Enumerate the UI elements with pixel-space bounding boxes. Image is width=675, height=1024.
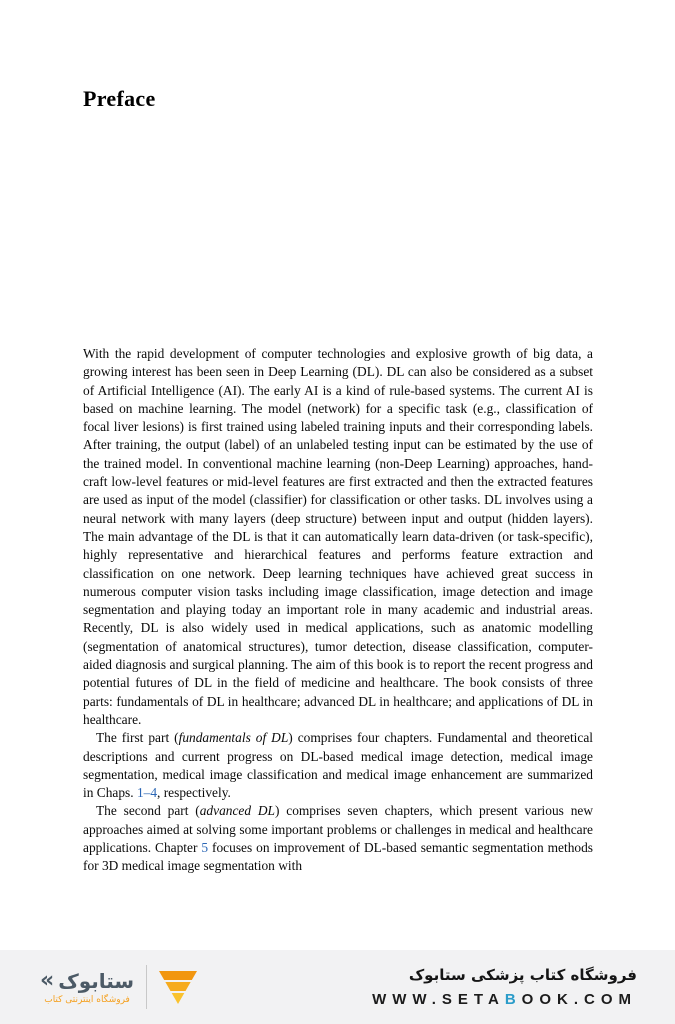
website-url (372, 991, 637, 1008)
logo-subtitle: فروشگاه اینترنتی کتاب (44, 995, 130, 1006)
page-title: Preface (83, 86, 156, 111)
chapter-5-link[interactable]: 5 (201, 840, 209, 856)
paragraph-3-text-post: focuses on improvement of DL-based semantic segmentation methods for 3D medical image segmentation with (83, 840, 593, 874)
logo-chevron-icon: « (40, 967, 55, 993)
fundamentals-of-dl-italic: fundamentals of DL (178, 730, 289, 746)
triangle-logo-icon (159, 971, 197, 1004)
paragraph-2-text-pre: The first part ( (96, 730, 179, 746)
footer-divider (146, 965, 147, 1009)
website-url-highlight: B (504, 991, 522, 1008)
paragraph-1 (83, 345, 593, 729)
preface-body (83, 345, 593, 876)
setabook-logo (40, 965, 197, 1009)
website-url-pre: WWW.SETA (372, 991, 505, 1008)
paragraph-3-text-mid: ) comprises seven chapters, which present various new approaches aimed at solving some important problems or challenges in medical and healthcare applications. Chapter (83, 803, 594, 856)
paragraph-3 (83, 802, 593, 875)
website-url-post: OOK.COM (521, 991, 637, 1008)
logo-text-block (40, 969, 134, 1005)
logo-title: ستابوک (58, 969, 135, 993)
advanced-dl-italic: advanced DL (199, 803, 275, 819)
paragraph-1-text: With the rapid development of computer technologies and explosive growth of big data, a growing interest has been seen in Deep Learning (DL). DL can also be considered as a subset of Artificial Intelligence (AI). The early AI is a kind of rule-based systems. The current AI is based on machine learning. The model (network) for a specific task (e.g., classification of focal liver lesions) is first trained using labeled training inputs and their corresponding labels. After training, the output (label) of an unlabeled testing input can be estimated by the use of the trained model. In conventional machine learning (non-Deep Learning) approaches, hand-craft low-level features or mid-level features are first extracted and then the extracted features are used as input of the model (classifier) for classification or other tasks. DL involves using a neural network with many layers (deep structure) between input and output (hidden layers). The main advantage of the DL is that it can automatically learn data-driven (or task-specific), highly representative and hierarchical features and performs feature extraction and classification on one network. Deep learning techniques have achieved great success in numerous computer vision tasks including image classification, image detection and image segmentation and playing today an important role in many academic and industrial areas. Recently, DL is also widely used in medical applications, such as anatomic modelling (segmentation of anatomical structures), tumor detection, disease classification, computer-aided diagnosis and surgical planning. The aim of this book is to report the recent progress and potential futures of DL in the field of medicine and healthcare. The book consists of three parts: fundamentals of DL in healthcare; advanced DL in healthcare; and applications of DL in healthcare. (83, 346, 593, 727)
paragraph-2 (83, 729, 593, 802)
store-name: فروشگاه کتاب پزشکی ستابوک (408, 966, 637, 984)
paragraph-3-text-pre: The second part ( (96, 803, 200, 819)
footer-banner (0, 950, 675, 1024)
footer-store-info (372, 966, 637, 1008)
paragraph-2-text-mid: ) comprises four chapters. Fundamental and theoretical descriptions and current progress on DL-based medical image detection, medical image segmentation, medical image classification and medical image enhancement are summarized in Chaps. (83, 730, 593, 801)
paragraph-2-text-post: , respectively. (157, 785, 231, 801)
chapters-1-4-link[interactable]: 1–4 (136, 785, 158, 801)
